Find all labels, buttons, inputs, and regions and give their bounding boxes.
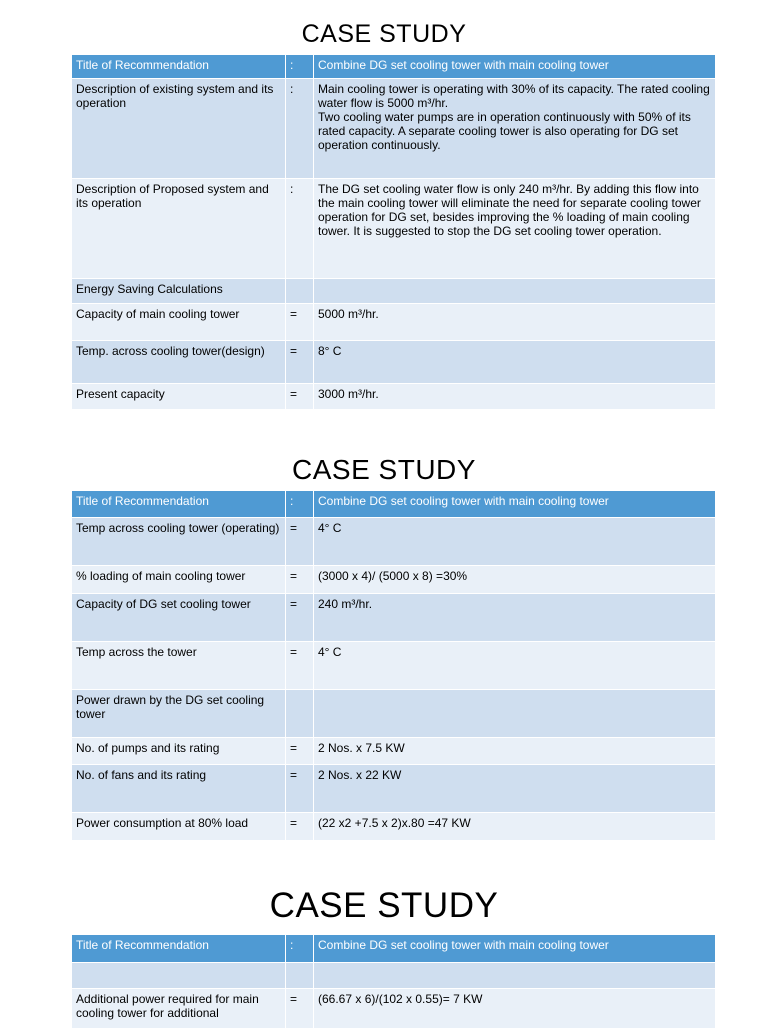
row-value: 2 Nos. x 7.5 KW (314, 738, 716, 765)
row-value: (66.67 x 6)/(102 x 0.55)= 7 KW (314, 989, 716, 1029)
row-label: No. of fans and its rating (72, 765, 286, 813)
row-value (314, 963, 716, 989)
table-row (72, 989, 716, 1029)
table-row (72, 79, 716, 179)
table-row (72, 963, 716, 989)
table-row (72, 813, 716, 841)
table-row (72, 179, 716, 279)
table-row (72, 690, 716, 738)
table-row (72, 304, 716, 341)
row-label: Capacity of DG set cooling tower (72, 594, 286, 642)
table-row (72, 384, 716, 410)
row-value: Main cooling tower is operating with 30% of its capacity. The rated cooling water flow is 5000 m³/hr. Two cooling water pumps are in operation continuously with 50% of its rated capacity. A separate cooling tower is also operating for DG set operation continuously. (314, 79, 716, 179)
table-header-row (72, 55, 716, 79)
recommendation-table (71, 490, 716, 841)
table-row (72, 566, 716, 594)
row-separator: : (286, 179, 314, 279)
row-label: Capacity of main cooling tower (72, 304, 286, 341)
row-separator: = (286, 989, 314, 1029)
row-separator: : (286, 491, 314, 518)
row-separator (286, 279, 314, 304)
row-label: Present capacity (72, 384, 286, 410)
table-row (72, 738, 716, 765)
row-label: Title of Recommendation (72, 935, 286, 963)
row-separator: = (286, 341, 314, 384)
row-separator: = (286, 738, 314, 765)
table-row (72, 279, 716, 304)
row-value: The DG set cooling water flow is only 240 m³/hr. By adding this flow into the main cooling tower will eliminate the need for separate cooling tower operation for DG set, besides improving the % loading of main cooling tower. It is suggested to stop the DG set cooling tower operation. (314, 179, 716, 279)
row-label: No. of pumps and its rating (72, 738, 286, 765)
row-separator: : (286, 935, 314, 963)
row-value: 4° C (314, 642, 716, 690)
row-value: Combine DG set cooling tower with main cooling tower (314, 55, 716, 79)
row-value: Combine DG set cooling tower with main cooling tower (314, 935, 716, 963)
row-value: 3000 m³/hr. (314, 384, 716, 410)
row-label: Title of Recommendation (72, 491, 286, 518)
row-label: Temp. across cooling tower(design) (72, 341, 286, 384)
row-separator: : (286, 55, 314, 79)
row-value: 2 Nos. x 22 KW (314, 765, 716, 813)
slide-title: CASE STUDY (292, 454, 476, 485)
row-label: Additional power required for main cooling tower for additional (72, 989, 286, 1029)
row-separator: = (286, 813, 314, 841)
table-row (72, 765, 716, 813)
table-row (72, 642, 716, 690)
table-row (72, 341, 716, 384)
row-label: Temp across cooling tower (operating) (72, 518, 286, 566)
table-header-row (72, 491, 716, 518)
row-label: Description of existing system and its operation (72, 79, 286, 179)
row-label: Power consumption at 80% load (72, 813, 286, 841)
row-value: (22 x2 +7.5 x 2)x.80 =47 KW (314, 813, 716, 841)
row-label: Title of Recommendation (72, 55, 286, 79)
row-value (314, 279, 716, 304)
recommendation-table (71, 934, 716, 1029)
row-value: 8° C (314, 341, 716, 384)
row-separator: = (286, 566, 314, 594)
row-label: Temp across the tower (72, 642, 286, 690)
row-label (72, 963, 286, 989)
row-separator: = (286, 304, 314, 341)
row-separator: = (286, 594, 314, 642)
row-value (314, 690, 716, 738)
row-separator: = (286, 765, 314, 813)
row-separator: = (286, 384, 314, 410)
row-label: % loading of main cooling tower (72, 566, 286, 594)
row-separator: = (286, 518, 314, 566)
row-label: Power drawn by the DG set cooling tower (72, 690, 286, 738)
row-value: 240 m³/hr. (314, 594, 716, 642)
row-separator (286, 690, 314, 738)
table-row (72, 518, 716, 566)
row-separator: = (286, 642, 314, 690)
table-header-row (72, 935, 716, 963)
slide-title: CASE STUDY (269, 886, 499, 925)
recommendation-table (71, 54, 716, 410)
row-separator: : (286, 79, 314, 179)
slide-title: CASE STUDY (301, 20, 467, 48)
row-label: Description of Proposed system and its operation (72, 179, 286, 279)
row-value: (3000 x 4)/ (5000 x 8) =30% (314, 566, 716, 594)
row-separator (286, 963, 314, 989)
table-row (72, 594, 716, 642)
row-value: Combine DG set cooling tower with main cooling tower (314, 491, 716, 518)
row-label: Energy Saving Calculations (72, 279, 286, 304)
row-value: 4° C (314, 518, 716, 566)
row-value: 5000 m³/hr. (314, 304, 716, 341)
